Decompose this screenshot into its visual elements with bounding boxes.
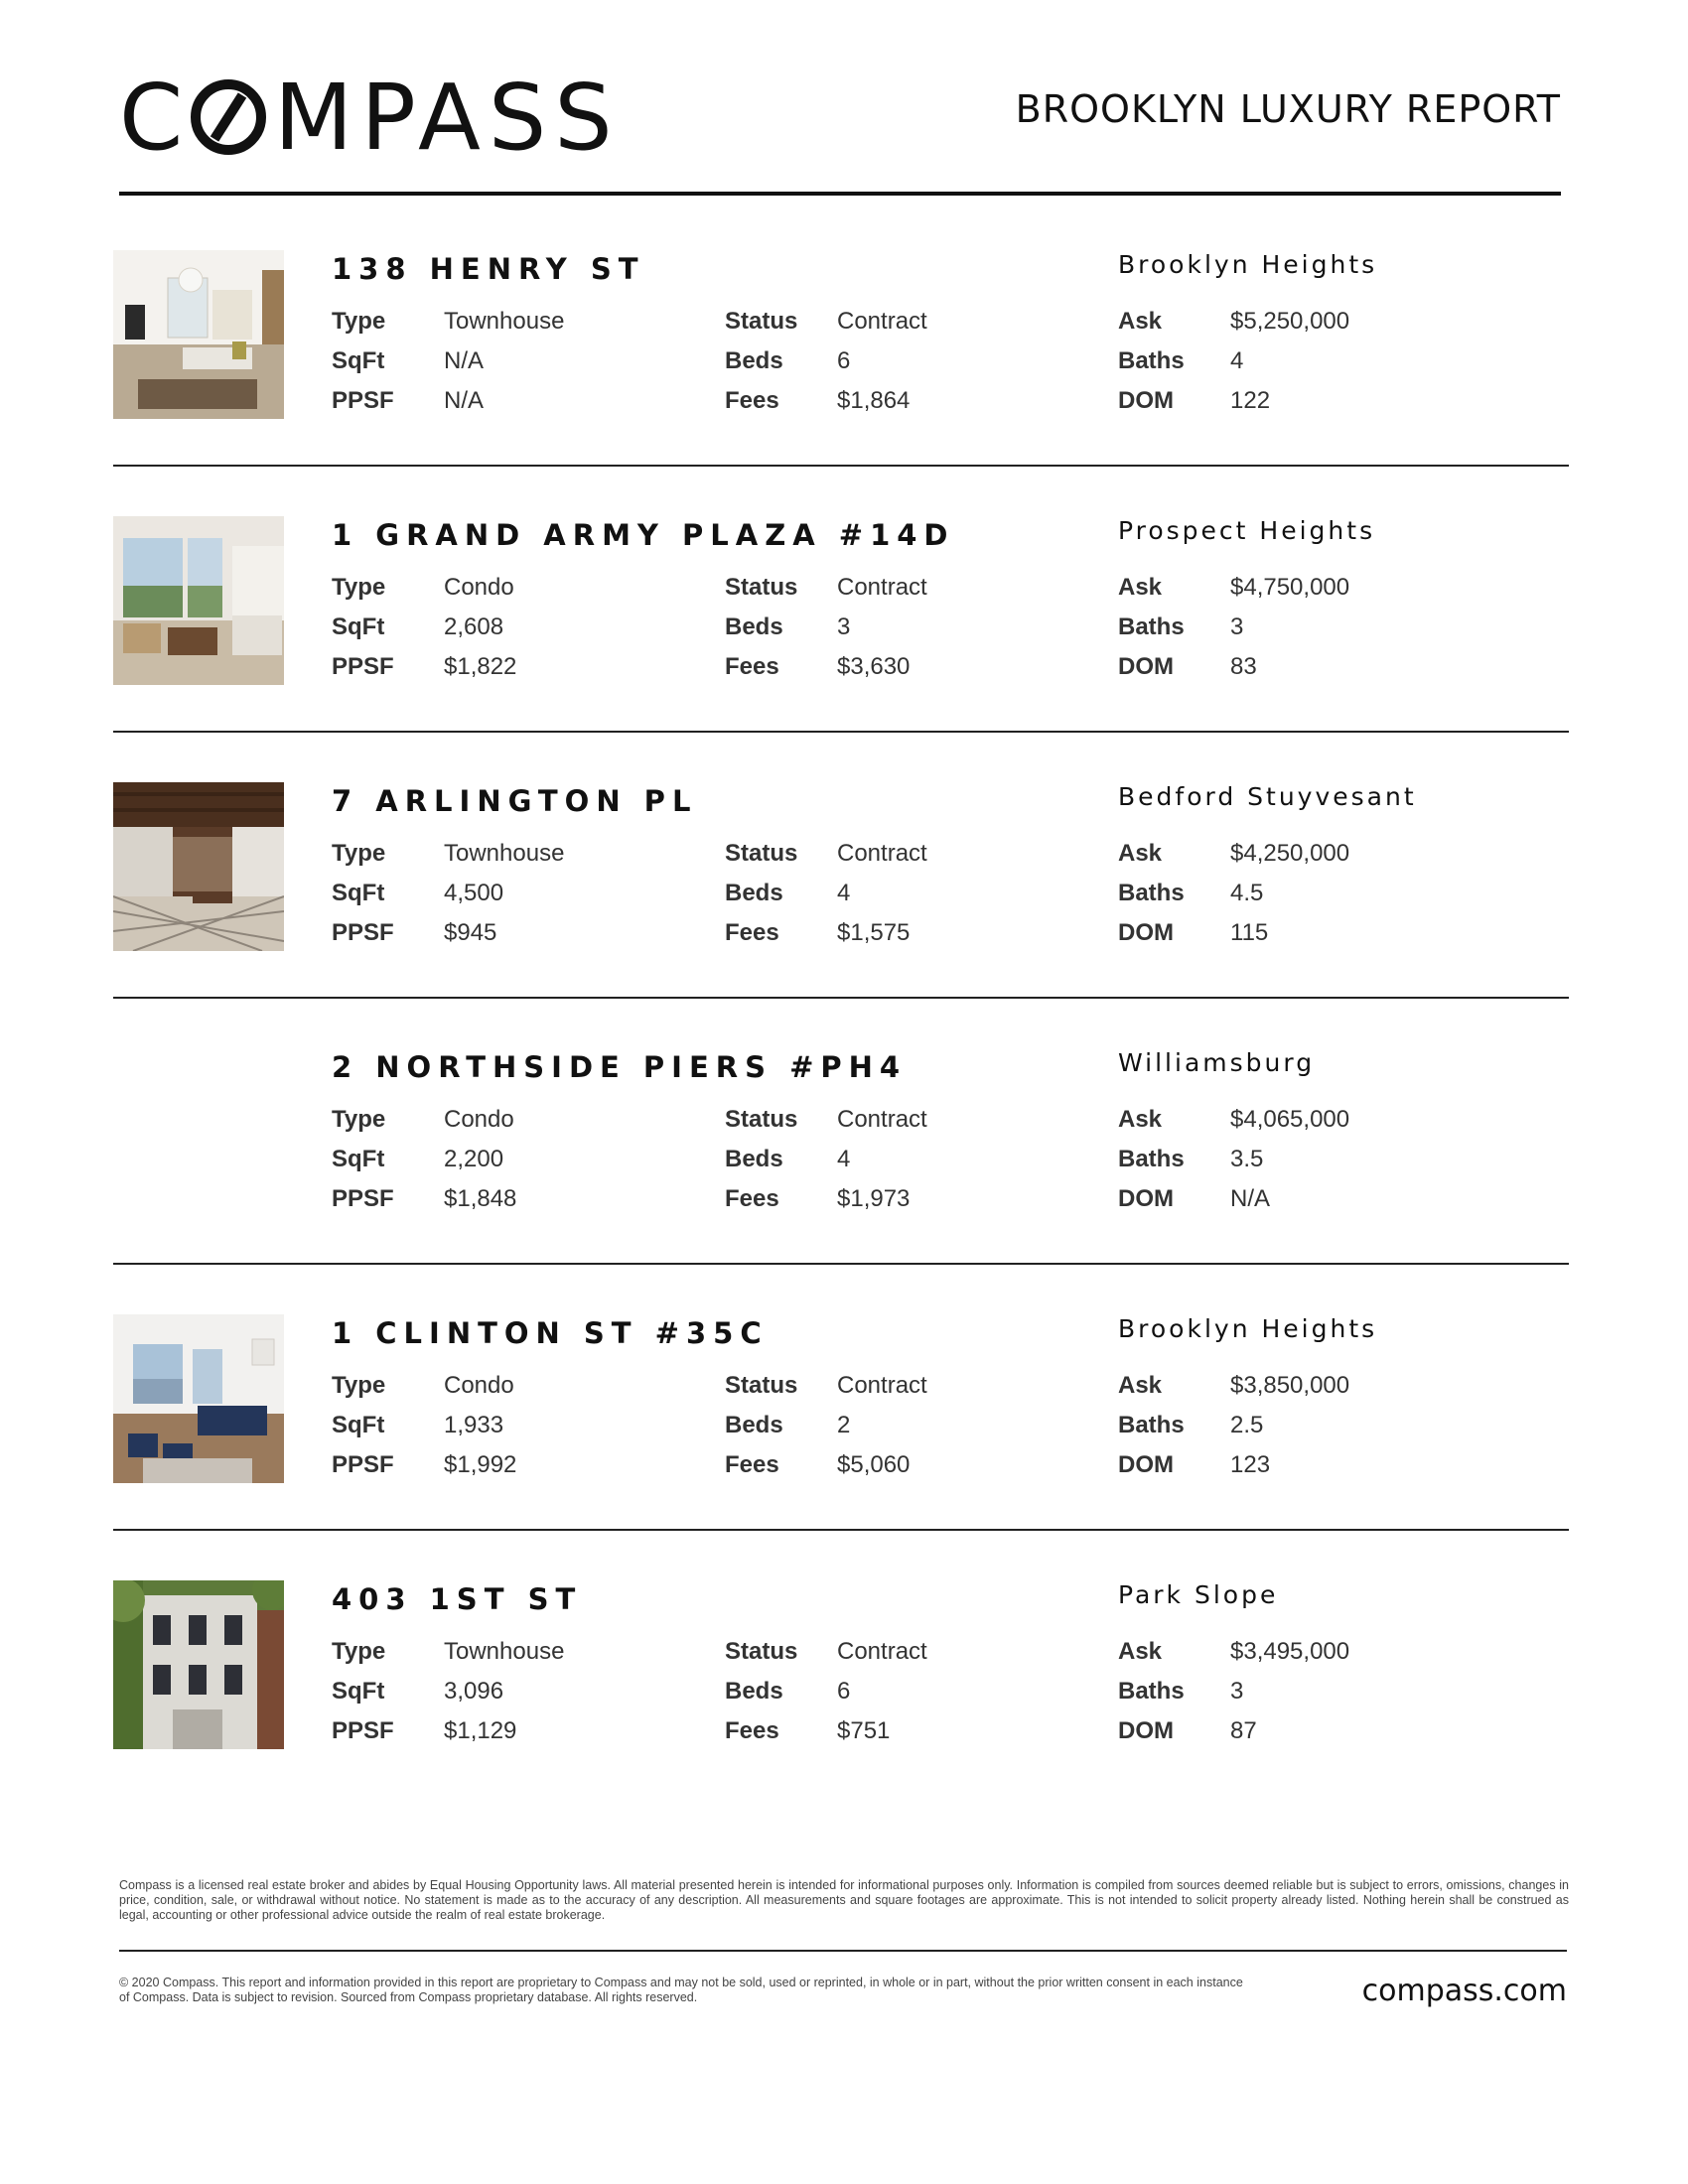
beds-row: [725, 341, 927, 381]
baths-value: 4.5: [1230, 880, 1264, 906]
baths-label: Baths: [1118, 347, 1185, 374]
ask-row: [1118, 834, 1349, 874]
beds-row: [725, 1672, 927, 1711]
listing-photo[interactable]: [113, 1580, 284, 1749]
living-room-photo: [113, 250, 284, 419]
fees-row: [725, 913, 927, 953]
listing-row-2: [113, 514, 1569, 780]
ask-label: Ask: [1118, 1106, 1163, 1133]
listing-details-col-1: [332, 834, 564, 953]
fees-value: $1,864: [837, 387, 911, 414]
status-label: Status: [725, 308, 798, 335]
beds-label: Beds: [725, 1678, 783, 1705]
fees-value: $5,060: [837, 1451, 911, 1478]
listing-neighborhood: Williamsburg: [1118, 1048, 1316, 1077]
status-value: Contract: [837, 574, 927, 601]
listing-photo-empty: [113, 1048, 284, 1217]
type-label: Type: [332, 1372, 386, 1399]
beds-row: [725, 1140, 927, 1179]
website-link[interactable]: compass.com: [1361, 1974, 1567, 2008]
ask-row: [1118, 1100, 1349, 1140]
listing-details-col-3: [1118, 302, 1349, 421]
status-value: Contract: [837, 1638, 927, 1665]
fees-label: Fees: [725, 1717, 779, 1744]
listing-neighborhood: Brooklyn Heights: [1118, 1314, 1378, 1343]
beds-label: Beds: [725, 347, 783, 374]
listing-row-3: [113, 780, 1569, 1046]
listing-details-col-3: [1118, 1100, 1349, 1219]
listing-row-4: [113, 1046, 1569, 1312]
baths-label: Baths: [1118, 614, 1185, 640]
ppsf-label: PPSF: [332, 1717, 394, 1744]
ppsf-label: PPSF: [332, 387, 394, 414]
type-row: [332, 1632, 564, 1672]
status-value: Contract: [837, 1372, 927, 1399]
listing-details-col-3: [1118, 834, 1349, 953]
status-label: Status: [725, 1638, 798, 1665]
beds-label: Beds: [725, 880, 783, 906]
listing-row-1: [113, 248, 1569, 514]
listing-details-col-2: [725, 568, 927, 687]
compass-logo: [119, 77, 616, 172]
listing-neighborhood: Bedford Stuyvesant: [1118, 782, 1417, 811]
baths-label: Baths: [1118, 1412, 1185, 1438]
listing-details-col-2: [725, 834, 927, 953]
listing-address: 1 CLINTON ST #35C: [332, 1316, 769, 1350]
sqft-label: SqFt: [332, 1678, 385, 1705]
ppsf-value: $1,129: [444, 1717, 517, 1744]
dom-row: [1118, 381, 1349, 421]
ppsf-row: [332, 1445, 516, 1485]
type-value: Townhouse: [444, 1638, 565, 1665]
listing-divider: [113, 465, 1569, 467]
type-row: [332, 302, 564, 341]
status-label: Status: [725, 1106, 798, 1133]
listing-row-5: [113, 1312, 1569, 1578]
beds-value: 6: [837, 1678, 851, 1705]
fees-row: [725, 1179, 927, 1219]
type-row: [332, 568, 516, 608]
listing-neighborhood: Prospect Heights: [1118, 516, 1376, 545]
sqft-row: [332, 1406, 516, 1445]
ppsf-value: N/A: [444, 387, 485, 414]
baths-value: 3: [1230, 1678, 1244, 1705]
beds-value: 6: [837, 347, 851, 374]
listing-photo[interactable]: [113, 782, 284, 951]
status-value: Contract: [837, 308, 927, 335]
sqft-value: 2,608: [444, 614, 504, 640]
type-label: Type: [332, 574, 386, 601]
ask-label: Ask: [1118, 1638, 1163, 1665]
ppsf-value: $945: [444, 919, 497, 946]
ppsf-value: $1,848: [444, 1185, 517, 1212]
brownstone-exterior-photo: [113, 1580, 284, 1749]
status-row: [725, 302, 927, 341]
dom-label: DOM: [1118, 653, 1174, 680]
type-label: Type: [332, 308, 386, 335]
sqft-row: [332, 1672, 564, 1711]
fees-label: Fees: [725, 1451, 779, 1478]
ask-label: Ask: [1118, 308, 1163, 335]
ppsf-label: PPSF: [332, 653, 394, 680]
kitchen-photo: [113, 782, 284, 951]
footer-divider: [119, 1950, 1567, 1952]
baths-value: 3: [1230, 614, 1244, 640]
baths-row: [1118, 1672, 1349, 1711]
legal-disclaimer: Compass is a licensed real estate broker and abides by Equal Housing Opportunity laws. All material presented herein is intended for informational purposes only. Information is compiled from sources deemed reliable but is subject to errors, omissions, changes in price, condition, sale, or withdrawal without notice. No statement is made as to the accuracy of any description. All measurements and square footages are approximate. This is not intended to solicit property already listed. Nothing herein shall be construed as legal, accounting or other professional advice outside the realm of real estate brokerage.: [119, 1878, 1569, 1922]
ask-value: $3,495,000: [1230, 1638, 1350, 1665]
status-row: [725, 568, 927, 608]
ask-label: Ask: [1118, 574, 1163, 601]
dom-label: DOM: [1118, 1451, 1174, 1478]
ask-row: [1118, 1632, 1349, 1672]
dom-row: [1118, 913, 1349, 953]
ppsf-row: [332, 1711, 564, 1751]
ask-row: [1118, 568, 1349, 608]
listing-details-col-3: [1118, 1366, 1349, 1485]
dining-room-photo: [113, 1314, 284, 1483]
listing-details-col-1: [332, 302, 564, 421]
ppsf-value: $1,822: [444, 653, 517, 680]
baths-label: Baths: [1118, 1678, 1185, 1705]
listing-details-col-2: [725, 302, 927, 421]
ask-row: [1118, 302, 1349, 341]
beds-value: 4: [837, 1146, 851, 1172]
dom-value: N/A: [1230, 1185, 1271, 1212]
fees-row: [725, 1711, 927, 1751]
ask-value: $4,250,000: [1230, 840, 1350, 867]
ppsf-row: [332, 1179, 516, 1219]
listing-details-col-2: [725, 1632, 927, 1751]
status-label: Status: [725, 574, 798, 601]
dom-value: 115: [1230, 919, 1269, 946]
dom-value: 123: [1230, 1451, 1271, 1478]
fees-label: Fees: [725, 387, 779, 414]
listing-divider: [113, 1529, 1569, 1531]
sqft-row: [332, 874, 564, 913]
ppsf-value: $1,992: [444, 1451, 517, 1478]
type-value: Condo: [444, 1106, 514, 1133]
fees-label: Fees: [725, 653, 779, 680]
listing-divider: [113, 1263, 1569, 1265]
beds-label: Beds: [725, 1146, 783, 1172]
dom-value: 87: [1230, 1717, 1257, 1744]
baths-value: 4: [1230, 347, 1244, 374]
ask-value: $4,750,000: [1230, 574, 1350, 601]
beds-value: 2: [837, 1412, 851, 1438]
listing-address: 7 ARLINGTON PL: [332, 784, 698, 818]
baths-value: 2.5: [1230, 1412, 1264, 1438]
sqft-row: [332, 341, 564, 381]
listing-details-col-1: [332, 568, 516, 687]
ppsf-label: PPSF: [332, 1451, 394, 1478]
listing-photo[interactable]: [113, 250, 284, 419]
beds-label: Beds: [725, 1412, 783, 1438]
listing-details-col-1: [332, 1366, 516, 1485]
type-value: Townhouse: [444, 840, 565, 867]
baths-label: Baths: [1118, 1146, 1185, 1172]
fees-label: Fees: [725, 919, 779, 946]
type-value: Condo: [444, 574, 514, 601]
type-label: Type: [332, 1106, 386, 1133]
listing-details-col-2: [725, 1100, 927, 1219]
type-value: Condo: [444, 1372, 514, 1399]
type-label: Type: [332, 1638, 386, 1665]
ask-value: $4,065,000: [1230, 1106, 1350, 1133]
baths-row: [1118, 1140, 1349, 1179]
beds-value: 3: [837, 614, 851, 640]
type-row: [332, 1100, 516, 1140]
fees-row: [725, 647, 927, 687]
dom-label: DOM: [1118, 1185, 1174, 1212]
dom-value: 83: [1230, 653, 1257, 680]
dom-row: [1118, 1711, 1349, 1751]
listing-details-col-2: [725, 1366, 927, 1485]
sqft-value: 3,096: [444, 1678, 504, 1705]
baths-label: Baths: [1118, 880, 1185, 906]
ask-value: $5,250,000: [1230, 308, 1350, 335]
beds-row: [725, 608, 927, 647]
baths-value: 3.5: [1230, 1146, 1264, 1172]
fees-value: $751: [837, 1717, 891, 1744]
sqft-label: SqFt: [332, 347, 385, 374]
sqft-label: SqFt: [332, 1412, 385, 1438]
type-row: [332, 834, 564, 874]
dom-label: DOM: [1118, 387, 1174, 414]
listing-divider: [113, 731, 1569, 733]
ask-label: Ask: [1118, 840, 1163, 867]
beds-row: [725, 874, 927, 913]
ppsf-row: [332, 913, 564, 953]
listing-divider: [113, 997, 1569, 999]
status-row: [725, 1366, 927, 1406]
sqft-row: [332, 608, 516, 647]
ppsf-label: PPSF: [332, 919, 394, 946]
baths-row: [1118, 608, 1349, 647]
listing-row-6: [113, 1578, 1569, 1844]
status-label: Status: [725, 840, 798, 867]
sqft-value: 4,500: [444, 880, 504, 906]
ppsf-row: [332, 381, 564, 421]
listing-address: 138 HENRY ST: [332, 252, 645, 286]
status-value: Contract: [837, 840, 927, 867]
listings-list: [113, 248, 1569, 1844]
dom-row: [1118, 1179, 1349, 1219]
compass-logo-mark: [119, 77, 616, 157]
status-label: Status: [725, 1372, 798, 1399]
header-divider: [119, 192, 1561, 196]
sqft-value: N/A: [444, 347, 485, 374]
listing-details-col-1: [332, 1100, 516, 1219]
sqft-label: SqFt: [332, 614, 385, 640]
sqft-value: 2,200: [444, 1146, 504, 1172]
dom-value: 122: [1230, 387, 1271, 414]
sqft-label: SqFt: [332, 880, 385, 906]
ppsf-row: [332, 647, 516, 687]
ask-value: $3,850,000: [1230, 1372, 1350, 1399]
sqft-value: 1,933: [444, 1412, 504, 1438]
beds-row: [725, 1406, 927, 1445]
svg-text:MPASS: MPASS: [274, 77, 616, 157]
type-label: Type: [332, 840, 386, 867]
ppsf-label: PPSF: [332, 1185, 394, 1212]
listing-details-col-3: [1118, 1632, 1349, 1751]
listing-details-col-3: [1118, 568, 1349, 687]
listing-neighborhood: Park Slope: [1118, 1580, 1279, 1609]
status-row: [725, 834, 927, 874]
listing-address: 1 GRAND ARMY PLAZA #14D: [332, 518, 955, 552]
listing-photo[interactable]: [113, 516, 284, 685]
status-value: Contract: [837, 1106, 927, 1133]
report-header: [119, 77, 1561, 177]
beds-label: Beds: [725, 614, 783, 640]
ask-row: [1118, 1366, 1349, 1406]
fees-value: $1,575: [837, 919, 911, 946]
sqft-label: SqFt: [332, 1146, 385, 1172]
dom-row: [1118, 1445, 1349, 1485]
fees-row: [725, 381, 927, 421]
ask-label: Ask: [1118, 1372, 1163, 1399]
report-title: BROOKLYN LUXURY REPORT: [1015, 87, 1561, 131]
baths-row: [1118, 341, 1349, 381]
beds-value: 4: [837, 880, 851, 906]
living-room-view-photo: [113, 516, 284, 685]
sqft-row: [332, 1140, 516, 1179]
fees-label: Fees: [725, 1185, 779, 1212]
listing-photo[interactable]: [113, 1314, 284, 1483]
listing-address: 2 NORTHSIDE PIERS #PH4: [332, 1050, 908, 1084]
fees-value: $3,630: [837, 653, 911, 680]
fees-row: [725, 1445, 927, 1485]
dom-row: [1118, 647, 1349, 687]
status-row: [725, 1632, 927, 1672]
status-row: [725, 1100, 927, 1140]
listing-address: 403 1ST ST: [332, 1582, 583, 1616]
listing-neighborhood: Brooklyn Heights: [1118, 250, 1378, 279]
dom-label: DOM: [1118, 1717, 1174, 1744]
svg-text:C: C: [119, 77, 192, 157]
baths-row: [1118, 1406, 1349, 1445]
type-value: Townhouse: [444, 308, 565, 335]
dom-label: DOM: [1118, 919, 1174, 946]
listing-details-col-1: [332, 1632, 564, 1751]
copyright-notice: © 2020 Compass. This report and information provided in this report are proprietary to Compass and may not be sold, used or reprinted, in whole or in part, without the prior written consent in each instance of Compass. Data is subject to revision. Sourced from Compass proprietary database. All rights reserved.: [119, 1976, 1243, 2004]
type-row: [332, 1366, 516, 1406]
fees-value: $1,973: [837, 1185, 911, 1212]
baths-row: [1118, 874, 1349, 913]
